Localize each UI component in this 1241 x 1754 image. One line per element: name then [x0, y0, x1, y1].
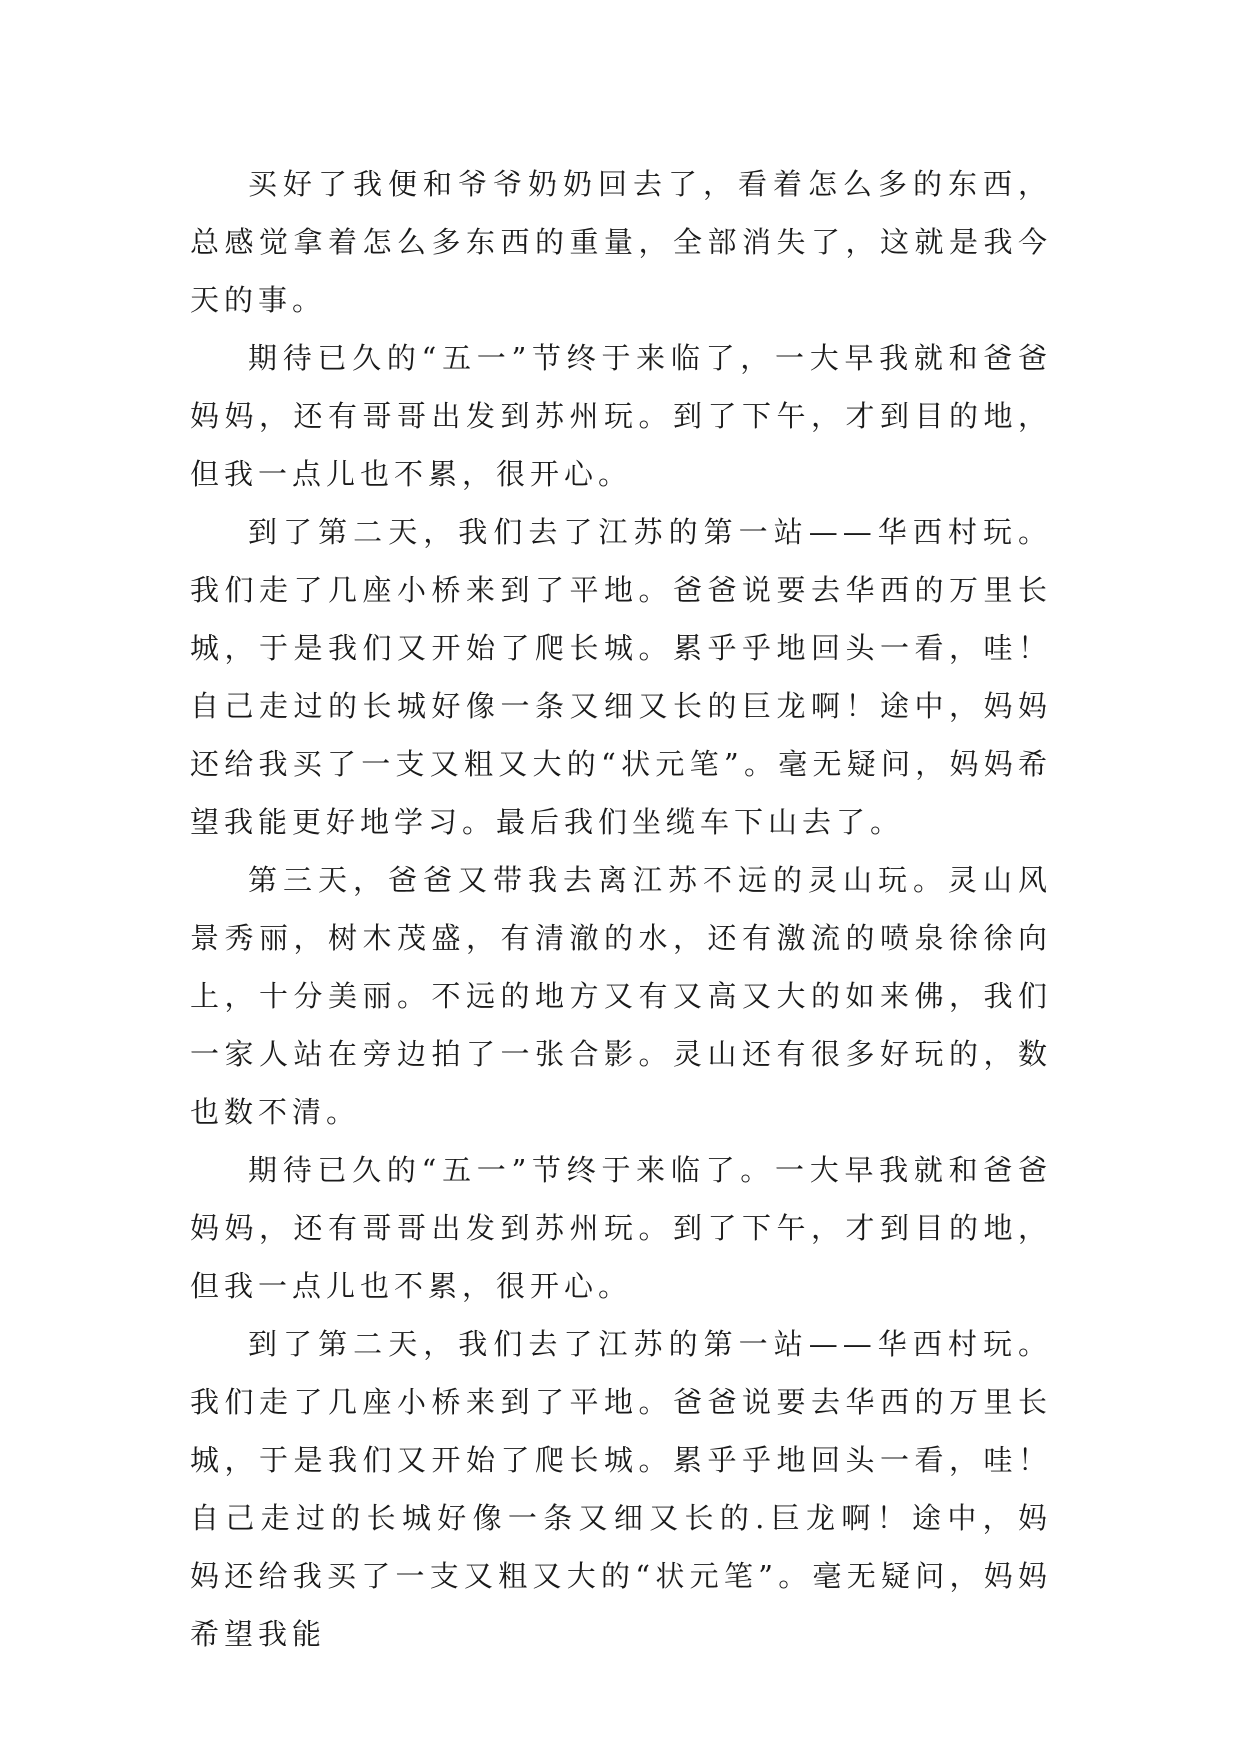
paragraph-4: 第三天，爸爸又带我去离江苏不远的灵山玩。灵山风景秀丽，树木茂盛，有清澈的水，还有激流的喷泉徐徐向上，十分美丽。不远的地方又有又高又大的如来佛，我们一家人站在旁边拍了一张合影。灵山还有很多好玩的，数也数不清。 — [190, 863, 1052, 1129]
paragraph-2: 期待已久的“五一”节终于来临了，一大早我就和爸爸妈妈，还有哥哥出发到苏州玩。到了下午，才到目的地，但我一点儿也不累，很开心。 — [190, 341, 1052, 491]
paragraph-6: 到了第二天，我们去了江苏的第一站——华西村玩。我们走了几座小桥来到了平地。爸爸说要去华西的万里长城，于是我们又开始了爬长城。累乎乎地回头一看，哇！自己走过的长城好像一条又细又长的.巨龙啊！途中，妈妈还给我买了一支又粗又大的“状元笔”。毫无疑问，妈妈希望我能 — [190, 1327, 1052, 1651]
document-body — [190, 155, 1052, 1663]
paragraph-3: 到了第二天，我们去了江苏的第一站——华西村玩。我们走了几座小桥来到了平地。爸爸说要去华西的万里长城，于是我们又开始了爬长城。累乎乎地回头一看，哇！自己走过的长城好像一条又细又长的巨龙啊！途中，妈妈还给我买了一支又粗又大的“状元笔”。毫无疑问，妈妈希望我能更好地学习。最后我们坐缆车下山去了。 — [190, 515, 1052, 839]
paragraph-5: 期待已久的“五一”节终于来临了。一大早我就和爸爸妈妈，还有哥哥出发到苏州玩。到了下午，才到目的地，但我一点儿也不累，很开心。 — [190, 1153, 1052, 1303]
paragraph-1: 买好了我便和爷爷奶奶回去了，看着怎么多的东西，总感觉拿着怎么多东西的重量，全部消失了，这就是我今天的事。 — [190, 167, 1052, 317]
